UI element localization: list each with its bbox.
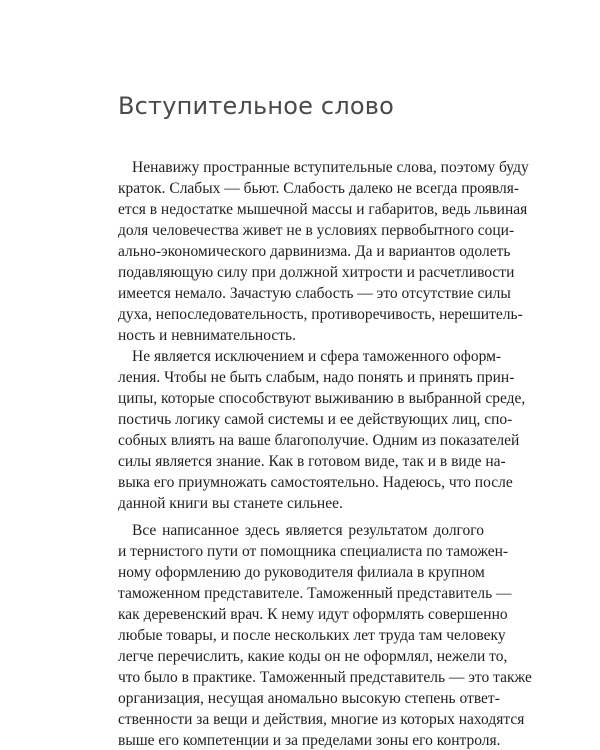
paragraph-2-line-7: выка его приумножать самостоятельно. Надеюсь, что после bbox=[118, 474, 513, 491]
paragraph-2-line-8: данной книги вы станете сильнее. bbox=[118, 495, 343, 512]
paragraph-3-line-10: ственности за вещи и действия, многие из которых находятся bbox=[118, 711, 525, 728]
paragraph-3-line-1: Все написанное здесь является результатом долгого bbox=[132, 522, 484, 539]
paragraph-3-line-3: ному оформлению до руководителя филиала в крупном bbox=[118, 564, 485, 581]
chapter-title: Вступительное слово bbox=[118, 92, 394, 120]
paragraph-3-line-9: организация, несущая аномально высокую степень ответ- bbox=[118, 690, 500, 707]
paragraph-2-line-2: ления. Чтобы не быть слабым, надо понять и принять прин- bbox=[118, 369, 515, 386]
paragraph-1-line-1: Ненавижу пространные вступительные слова, поэтому буду bbox=[132, 159, 529, 176]
paragraph-3-line-2: и тернистого пути от помощника специалиста по таможен- bbox=[118, 543, 509, 560]
paragraph-1-line-5: ально-экономического дарвинизма. Да и вариантов одолеть bbox=[118, 243, 511, 260]
paragraph-1-line-8: духа, непоследовательность, противоречивость, нерешитель- bbox=[118, 306, 523, 323]
paragraph-1-line-4: доля человечества живет не в условиях первобытного соци- bbox=[118, 222, 515, 239]
paragraph-3-line-5: как деревенский врач. К нему идут оформлять совершенно bbox=[118, 606, 508, 623]
paragraph-2-line-4: постичь логику самой системы и ее действующих лиц, спо- bbox=[118, 411, 513, 428]
paragraph-1-line-2: краток. Слабых — бьют. Слабость далеко не всегда проявля- bbox=[118, 180, 519, 197]
paragraph-3-line-4: таможенном представителе. Таможенный представитель — bbox=[118, 585, 512, 602]
paragraph-3-line-7: легче перечислить, какие коды он не оформлял, нежели то, bbox=[118, 648, 508, 665]
paragraph-3-line-6: любые товары, и после нескольких лет труда там человеку bbox=[118, 627, 506, 644]
paragraph-1-line-9: ность и невнимательность. bbox=[118, 327, 296, 344]
paragraph-3-line-8: что было в практике. Таможенный представитель — это также bbox=[118, 669, 532, 686]
paragraph-1-line-6: подавляющую силу при должной хитрости и расчетливости bbox=[118, 264, 515, 281]
paragraph-2-line-3: ципы, которые способствуют выживанию в выбранной среде, bbox=[118, 390, 526, 407]
paragraph-1-line-3: ется в недостатке мышечной массы и габаритов, ведь львиная bbox=[118, 201, 528, 218]
paragraph-2-line-5: собных влиять на ваше благополучие. Одним из показателей bbox=[118, 432, 520, 449]
paragraph-2-line-6: силы является знание. Как в готовом виде, так и в виде на- bbox=[118, 453, 506, 470]
paragraph-1-line-7: имеется немало. Зачастую слабость — это отсутствие силы bbox=[118, 285, 511, 302]
paragraph-2-line-1: Не является исключением и сфера таможенного оформ- bbox=[132, 348, 502, 365]
paragraph-3-line-11: выше его компетенции и за пределами зоны его контроля. bbox=[118, 732, 501, 749]
